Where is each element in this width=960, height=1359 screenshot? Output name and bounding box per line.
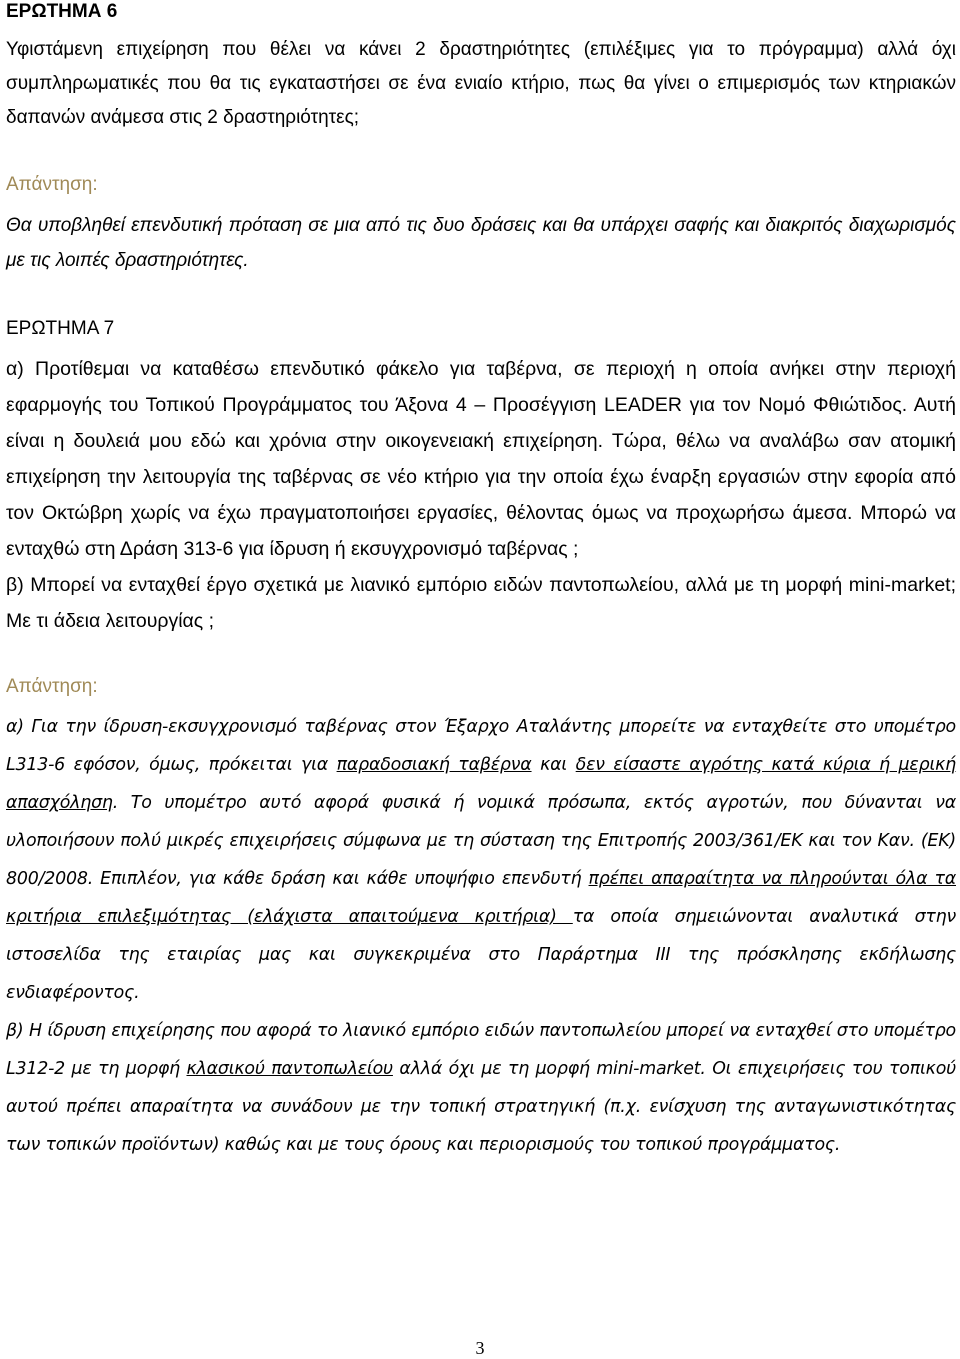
q7-answer-label: Απάντηση: bbox=[6, 676, 98, 697]
underlined-phrase: παραδοσιακή ταβέρνα bbox=[336, 755, 532, 775]
q6-answer-label: Απάντηση: bbox=[6, 174, 98, 195]
q7-question-b: β) Μπορεί να ενταχθεί έργο σχετικά με λιανικό εμπόριο ειδών παντοπωλείου, αλλά με τη μορφή mini-market; Με τι άδεια λειτουργίας ; bbox=[6, 574, 956, 632]
q7-question-a: α) Προτίθεμαι να καταθέσω επενδυτικό φάκελο για ταβέρνα, σε περιοχή η οποία ανήκει στην περιοχή εφαρμογής του Τοπικού Προγράμματος του Άξονα 4 – Προσέγγιση LEADER για τον Νομό Φθιώτιδος. Αυτή είναι η δουλειά μου εδώ και χρόνια στην οικογενειακή επιχείρηση. Τώρα, θέλω να αναλάβω σαν ατομική επιχείρηση την λειτουργία της ταβέρνας σε νέο κτήριο για την οποία έχω έναρξη εργασιών στην εφορία από τον Οκτώβρη χωρίς να έχω πραγματοποιήσει εργασίες, θέλοντας όμως να προχωρήσω άμεσα. Μπορώ να ενταχθώ στη Δράση 313-6 για ίδρυση ή εκσυγχρονισμό ταβέρνας ; bbox=[6, 358, 956, 560]
page-number: 3 bbox=[475, 1338, 485, 1358]
underlined-phrase: δεν είσαστε αγρότης κατά κύρια ή μερική απασχόληση bbox=[6, 755, 957, 813]
underlined-phrase: πρέπει απαραίτητα να πληρούνται όλα τα κριτήρια επιλεξιμότητας (ελάχιστα απαιτούμενα κριτήρια) bbox=[6, 869, 956, 927]
q6-title: ΕΡΩΤΗΜΑ 6 bbox=[6, 1, 118, 22]
q6-answer: Θα υποβληθεί επενδυτική πρόταση σε μια από τις δυο δράσεις και θα υπάρχει σαφής και διακριτός διαχωρισμός με τις λοιπές δραστηριότητες. bbox=[6, 215, 956, 271]
underlined-phrase: κλασικού παντοπωλείου bbox=[186, 1059, 393, 1079]
q6-question: Υφιστάμενη επιχείρηση που θέλει να κάνει 2 δραστηριότητες (επιλέξιμες για το πρόγραμμα) αλλά όχι συμπληρωματικές που θα τις εγκαταστήσει σε ένα ενιαίο κτήριο, πως θα γίνει ο επιμερισμός των κτηριακών δαπανών ανάμεσα στις 2 δραστηριότητες; bbox=[6, 39, 956, 128]
q7-answer-a: α) Για την ίδρυση-εκσυγχρονισμό ταβέρνας στον Έξαρχο Αταλάντης μπορείτε να ενταχθείτε στο υπομέτρο L313-6 εφόσον, όμως, πρόκειται για παραδοσιακή ταβέρνα και δεν είσαστε αγρότης κατά κύρια ή μερική απασχόληση. Το υπομέτρο αυτό αφορά φυσικά ή νομικά πρόσωπα, εκτός αγροτών, που δύνανται να υλοποιήσουν πολύ μικρές επιχειρήσεις σύμφωνα με τη σύσταση της Επιτροπής 2003/361/ΕΚ και τον Καν. (ΕΚ) 800/2008. Επιπλέον, για κάθε δράση και κάθε υποψήφιο επενδυτή πρέπει απαραίτητα να πληρούνται όλα τα κριτήρια επιλεξιμότητας (ελάχιστα απαιτούμενα κριτήρια) τα οποία σημειώνονται αναλυτικά στην ιστοσελίδα της εταιρίας μας και συγκεκριμένα στο Παράρτημα ΙΙΙ της πρόσκλησης εκδήλωσης ενδιαφέροντος. bbox=[6, 717, 957, 1003]
q7-title: ΕΡΩΤΗΜΑ 7 bbox=[6, 318, 115, 339]
q7-answer-b: β) Η ίδρυση επιχείρησης που αφορά το λιανικό εμπόριο ειδών παντοπωλείου μπορεί να ενταχθεί στο υπομέτρο L312-2 με τη μορφή κλασικού παντοπωλείου αλλά όχι με τη μορφή mini-market. Οι επιχειρήσεις του τοπικού αυτού πρέπει απαραίτητα να συνάδουν με την τοπική στρατηγική (π.χ. ενίσχυση της ανταγωνιστικότητας των τοπικών προϊόντων) καθώς και με τους όρους και περιορισμούς του τοπικού προγράμματος. bbox=[6, 1021, 956, 1155]
